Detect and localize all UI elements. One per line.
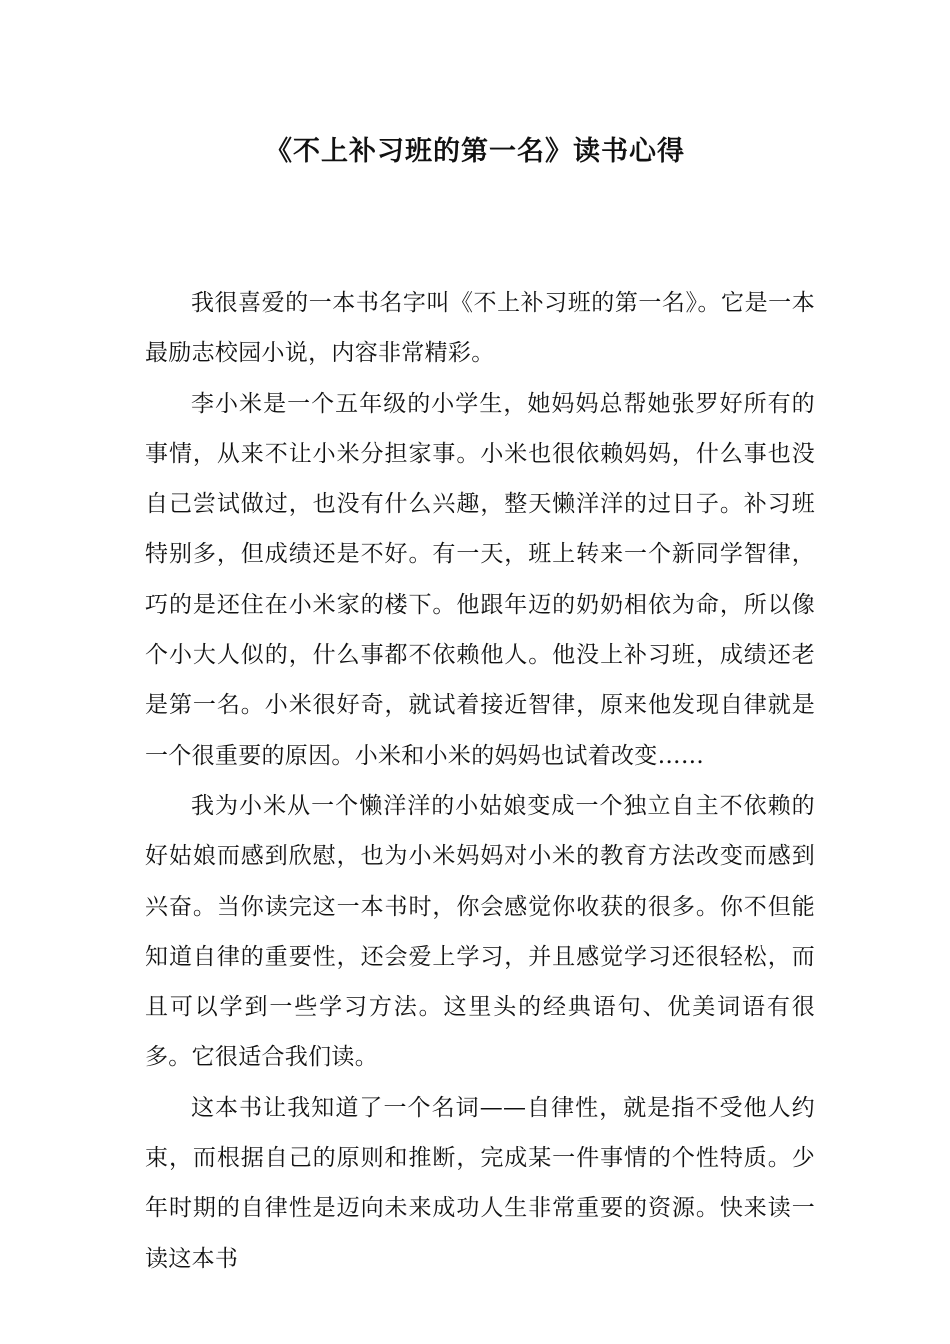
paragraph-3: 我为小米从一个懒洋洋的小姑娘变成一个独立自主不依赖的好姑娘而感到欣慰，也为小米妈妈对小米的教育方法改变而感到兴奋。当你读完这一本书时，你会感觉你收获的很多。你不但能知道自律的重要性，还会爱上学习，并且感觉学习还很轻松，而且可以学到一些学习方法。这里头的经典语句、优美词语有很多。它很适合我们读。 bbox=[145, 792, 815, 1071]
document-title: 《不上补习班的第一名》读书心得 bbox=[265, 136, 685, 167]
document-body bbox=[145, 278, 815, 1284]
paragraph-1: 我很喜爱的一本书名字叫《不上补习班的第一名》。它是一本最励志校园小说，内容非常精彩。 bbox=[145, 290, 815, 367]
paragraph-4: 这本书让我知道了一个名词——自律性，就是指不受他人约束，而根据自己的原则和推断，完成某一件事情的个性特质。少年时期的自律性是迈向未来成功人生非常重要的资源。快来读一读这本书 bbox=[145, 1094, 815, 1272]
paragraph-2: 李小米是一个五年级的小学生，她妈妈总帮她张罗好所有的事情，从来不让小米分担家事。小米也很依赖妈妈，什么事也没自己尝试做过，也没有什么兴趣，整天懒洋洋的过日子。补习班特别多，但成绩还是不好。有一天，班上转来一个新同学智律，巧的是还住在小米家的楼下。他跟年迈的奶奶相依为命，所以像个小大人似的，什么事都不依赖他人。他没上补习班，成绩还老是第一名。小米很好奇，就试着接近智律，原来他发现自律就是一个很重要的原因。小米和小米的妈妈也试着改变…… bbox=[145, 390, 815, 769]
